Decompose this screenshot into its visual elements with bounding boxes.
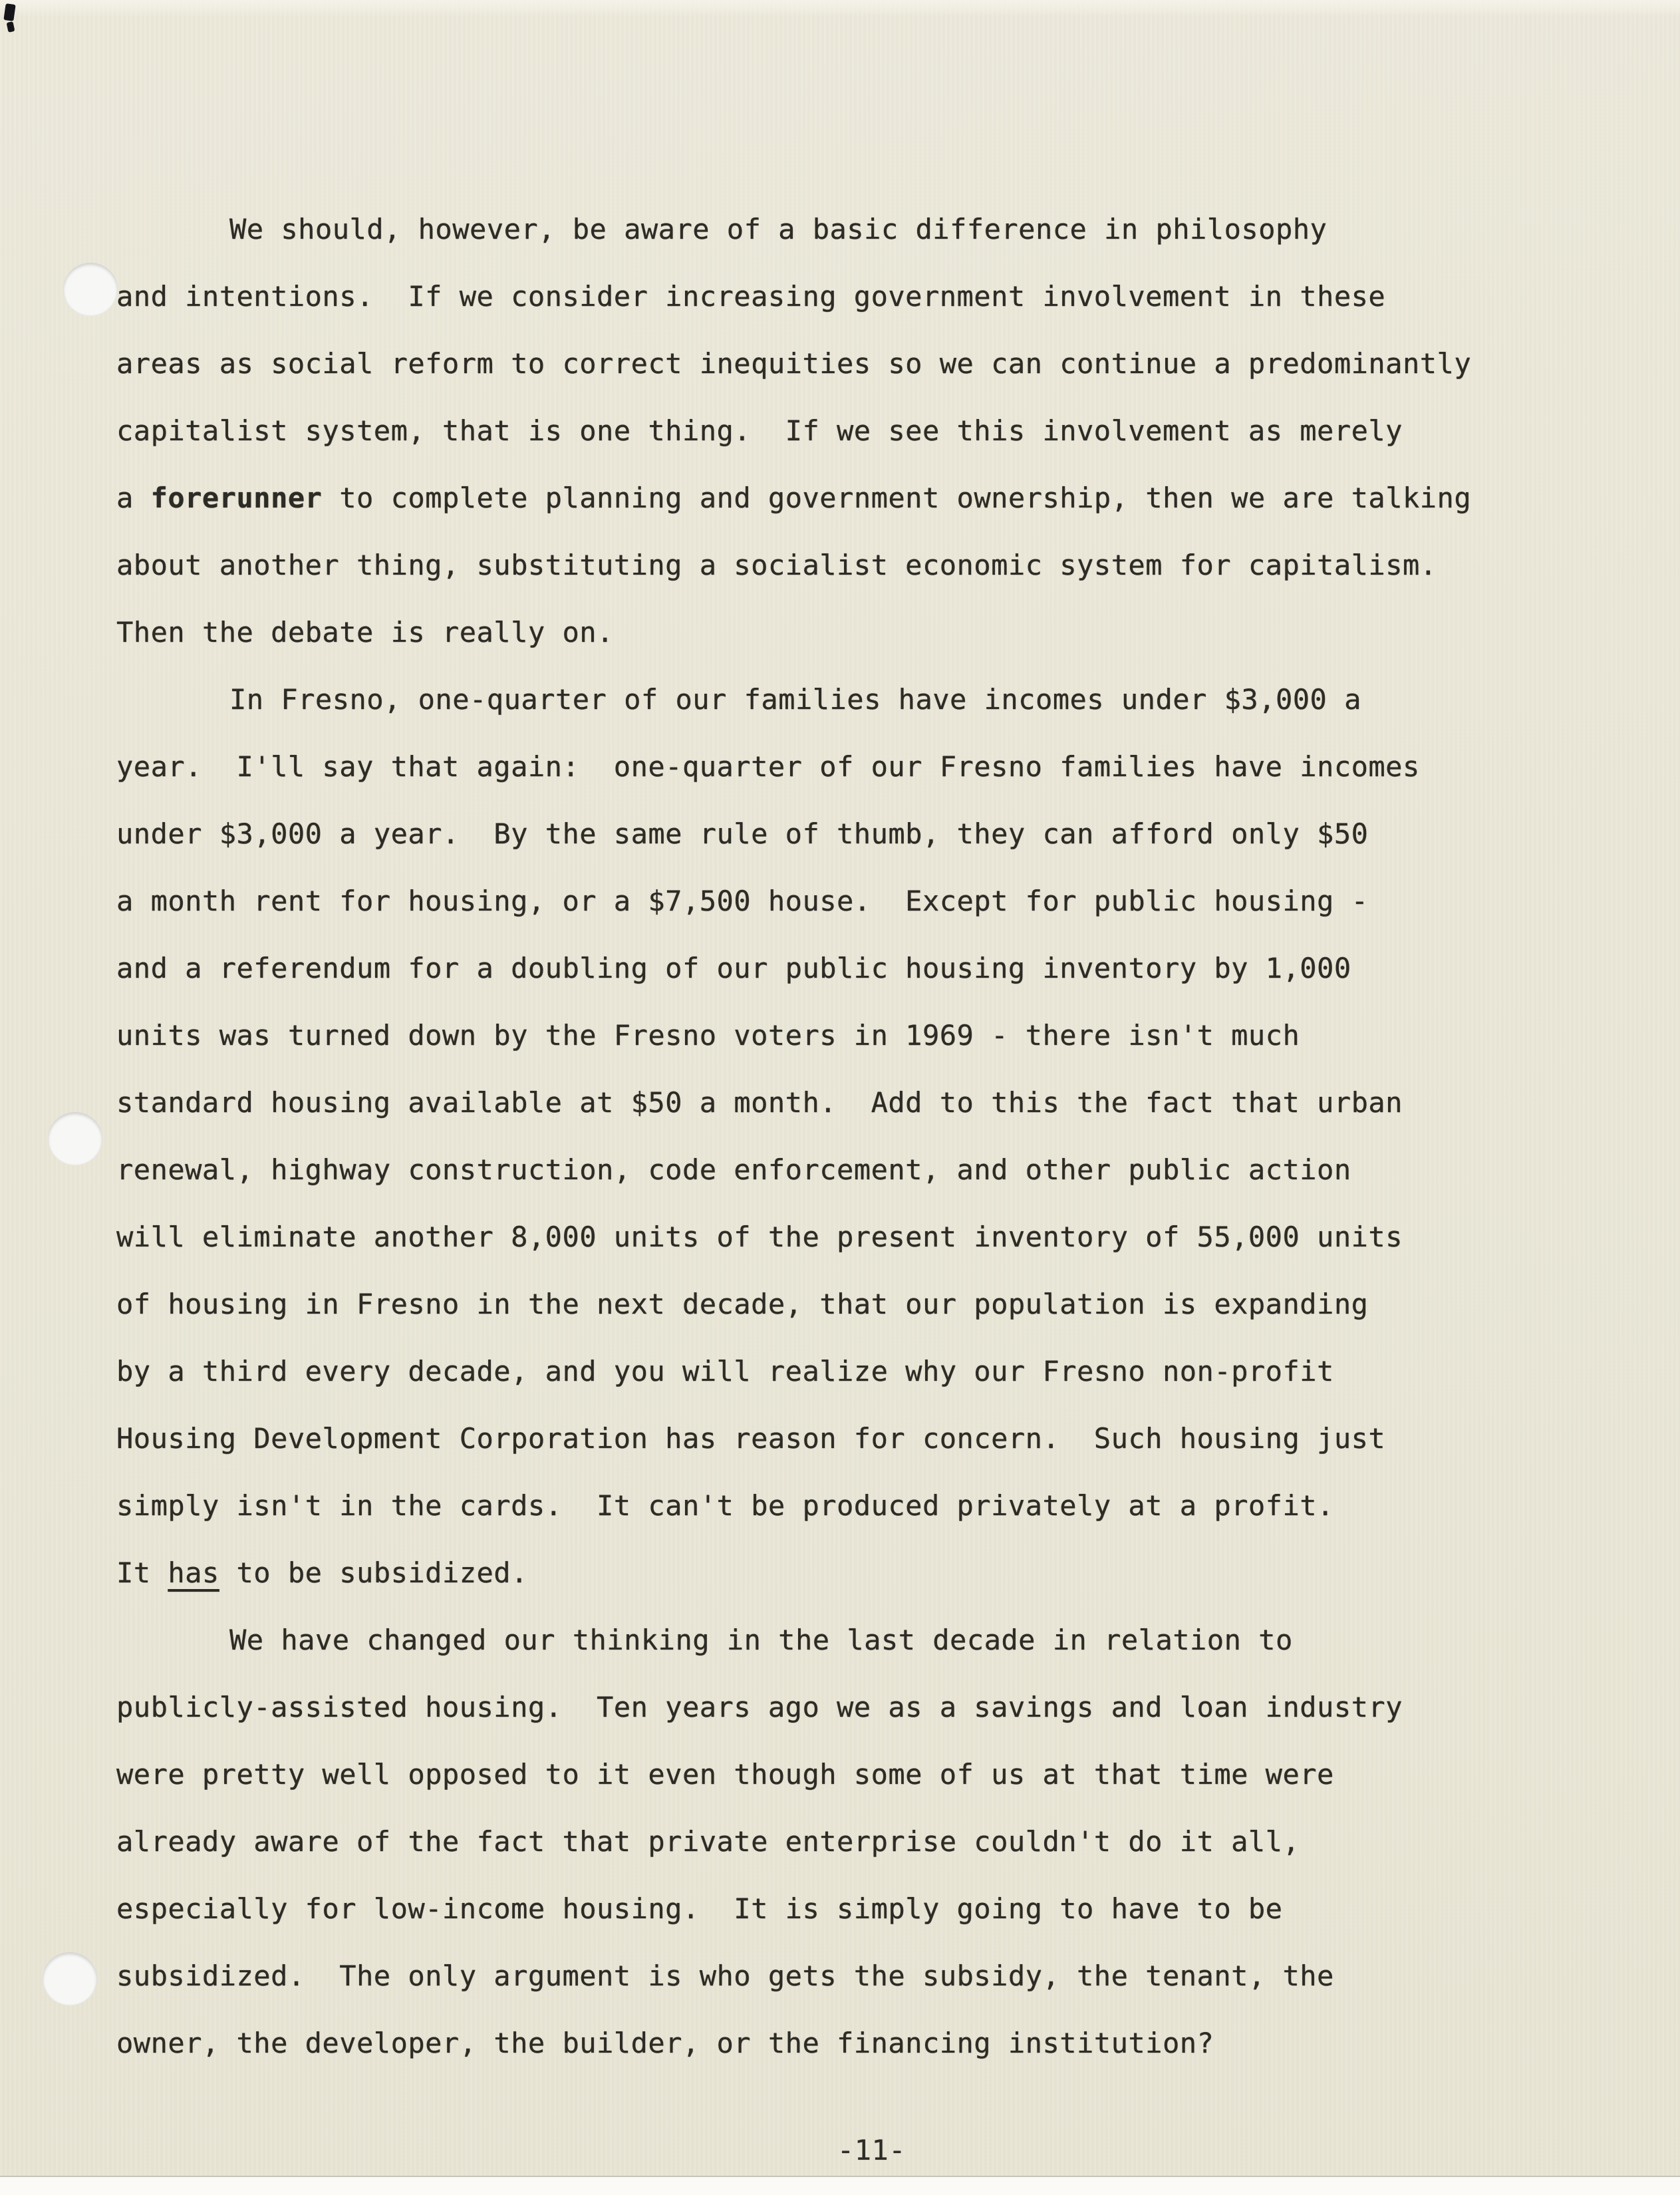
text-line: Housing Development Corporation has reason for concern. Such housing just bbox=[116, 1422, 1386, 1455]
text-line: It has to be subsidized. bbox=[116, 1556, 528, 1589]
hole-punch bbox=[63, 263, 118, 316]
text-line: a forerunner to complete planning and government ownership, then we are talking bbox=[116, 482, 1472, 514]
text-line: by a third every decade, and you will realize why our Fresno non-profit bbox=[116, 1355, 1334, 1388]
document-body bbox=[116, 196, 1566, 2077]
hole-punch bbox=[43, 1952, 97, 2005]
scan-artifact-speck bbox=[3, 3, 15, 21]
scan-artifact-speck bbox=[7, 21, 15, 33]
text-line: under $3,000 a year. By the same rule of thumb, they can afford only $50 bbox=[116, 817, 1369, 850]
text-line: subsidized. The only argument is who gets the subsidy, the tenant, the bbox=[116, 1960, 1334, 1992]
text-line: publicly-assisted housing. Ten years ago we as a savings and loan industry bbox=[116, 1691, 1403, 1723]
hole-punch bbox=[48, 1112, 102, 1165]
text-line: owner, the developer, the builder, or the financing institution? bbox=[116, 2027, 1214, 2059]
text-line: simply isn't in the cards. It can't be produced privately at a profit. bbox=[116, 1489, 1334, 1522]
text-line: areas as social reform to correct inequities so we can continue a predominantly bbox=[116, 347, 1472, 380]
text-line: of housing in Fresno in the next decade, that our population is expanding bbox=[116, 1288, 1369, 1320]
page-number: -11- bbox=[837, 2134, 907, 2166]
text-line: already aware of the fact that private enterprise couldn't do it all, bbox=[116, 1825, 1300, 1858]
text-line: were pretty well opposed to it even though some of us at that time were bbox=[116, 1758, 1334, 1791]
text-line: year. I'll say that again: one-quarter of our Fresno families have incomes bbox=[116, 750, 1420, 783]
scan-bottom-edge bbox=[0, 2176, 1680, 2195]
text-line: will eliminate another 8,000 units of the present inventory of 55,000 units bbox=[116, 1221, 1403, 1253]
text-line: renewal, highway construction, code enforcement, and other public action bbox=[116, 1153, 1351, 1186]
text-line: Then the debate is really on. bbox=[116, 616, 614, 649]
text-line: especially for low-income housing. It is simply going to have to be bbox=[116, 1892, 1283, 1925]
text-line: and a referendum for a doubling of our public housing inventory by 1,000 bbox=[116, 952, 1351, 984]
text-line: We have changed our thinking in the last decade in relation to bbox=[229, 1624, 1293, 1656]
text-line: capitalist system, that is one thing. If we see this involvement as merely bbox=[116, 414, 1403, 447]
text-line: standard housing available at $50 a month. Add to this the fact that urban bbox=[116, 1086, 1403, 1119]
text-line: a month rent for housing, or a $7,500 house. Except for public housing - bbox=[116, 885, 1369, 917]
text-line: and intentions. If we consider increasing government involvement in these bbox=[116, 280, 1386, 313]
text-line: We should, however, be aware of a basic difference in philosophy bbox=[229, 213, 1328, 245]
text-line: In Fresno, one-quarter of our families have incomes under $3,000 a bbox=[229, 683, 1361, 716]
text-line: about another thing, substituting a socialist economic system for capitalism. bbox=[116, 549, 1437, 581]
text-line: units was turned down by the Fresno voters in 1969 - there isn't much bbox=[116, 1019, 1300, 1052]
scan-top-edge bbox=[0, 0, 1680, 17]
